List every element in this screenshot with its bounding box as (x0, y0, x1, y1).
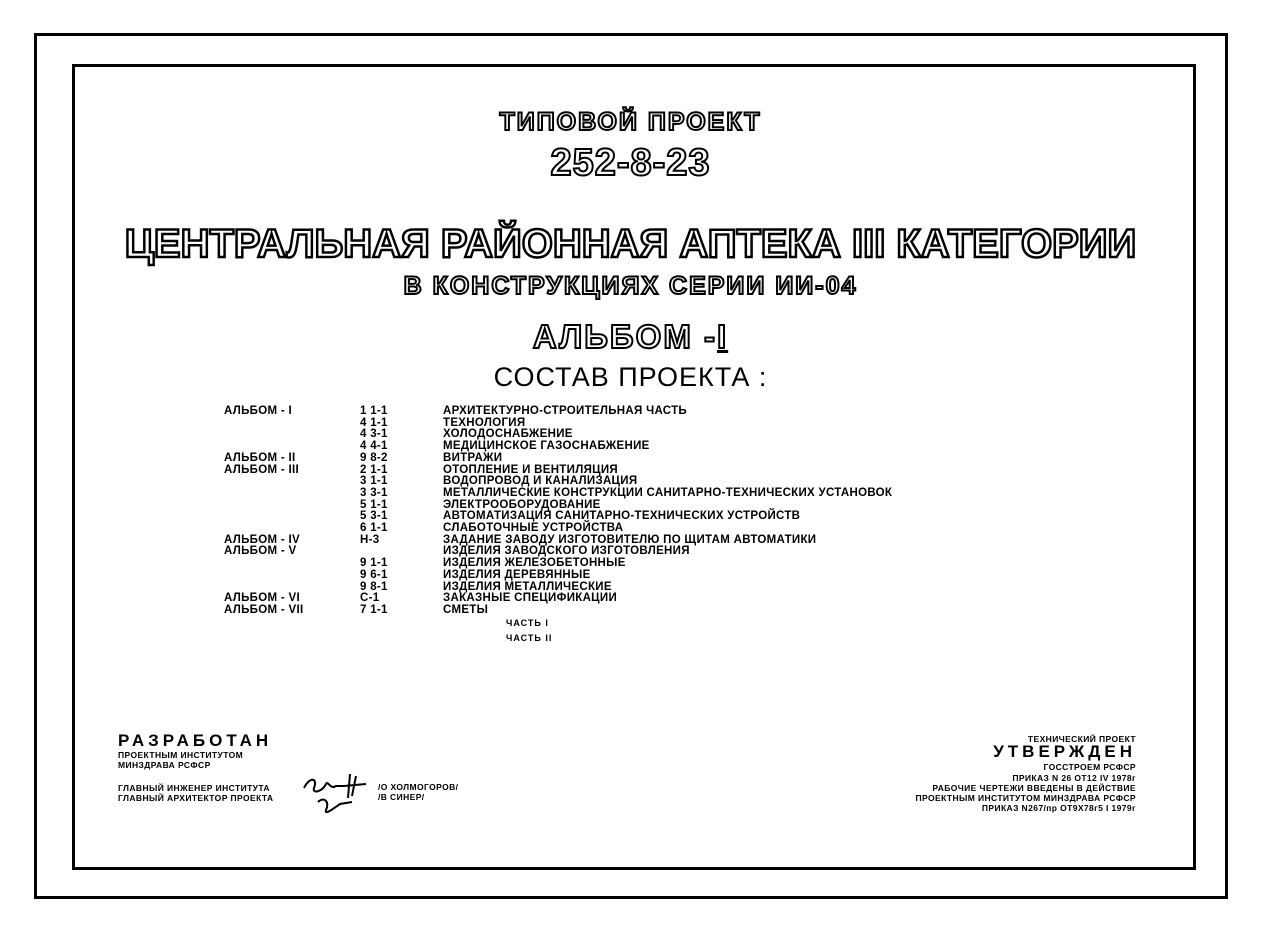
developer-line1: ПРОЕКТНЫМ ИНСТИТУТОМ (118, 750, 244, 760)
contents-album (224, 522, 334, 534)
contents-code: Н-3 (360, 533, 380, 546)
contents-album (224, 417, 334, 429)
contents-code: 9 8-1 (360, 580, 388, 593)
estimate-part-2: ЧАСТЬ II (506, 633, 553, 643)
chief-architect-name: /В СИНЕР/ (378, 792, 425, 802)
contents-album (224, 440, 334, 452)
approval-line2: ГОССТРОЕМ РСФСР (1043, 762, 1136, 772)
contents-album: АЛЬБОМ - VII (224, 603, 304, 616)
contents-title: ИЗДЕЛИЯ МЕТАЛЛИЧЕСКИЕ (443, 580, 612, 593)
contents-code: 9 6-1 (360, 568, 388, 581)
contents-code: 7 1-1 (360, 603, 388, 616)
approval-line5: ПРОЕКТНЫМ ИНСТИТУТОМ МИНЗДРАВА РСФСР (915, 793, 1136, 803)
approval-line6: ПРИКАЗ N267/пр ОТ9X78г5 I 1979г (981, 803, 1136, 813)
contents-album: АЛЬБОМ - II (224, 451, 296, 464)
approval-line3: ПРИКАЗ N 26 ОТ12 IV 1978г (1012, 773, 1136, 783)
approval-line1: ТЕХНИЧЕСКИЙ ПРОЕКТ (1027, 734, 1136, 744)
contents-album (224, 510, 334, 522)
approval-line4: РАБОЧИЕ ЧЕРТЕЖИ ВВЕДЕНЫ В ДЕЙСТВИЕ (932, 783, 1136, 793)
contents-title: ЭЛЕКТРООБОРУДОВАНИЕ (443, 498, 601, 511)
contents-title: ХОЛОДОСНАБЖЕНИЕ (443, 428, 573, 441)
contents-code: 4 1-1 (360, 416, 388, 429)
contents-title: ЗАКАЗНЫЕ СПЕЦИФИКАЦИИ (443, 592, 618, 605)
contents-title: ВИТРАЖИ (443, 451, 503, 464)
contents-album (224, 475, 334, 487)
contents-title: АВТОМАТИЗАЦИЯ САНИТАРНО-ТЕХНИЧЕСКИХ УСТРОЙСТВ (443, 510, 801, 523)
contents-title: АРХИТЕКТУРНО-СТРОИТЕЛЬНАЯ ЧАСТЬ (443, 405, 687, 417)
contents-album: АЛЬБОМ - I (224, 405, 292, 417)
contents-code: 3 3-1 (360, 486, 388, 499)
developer-line2: МИНЗДРАВА РСФСР (118, 760, 211, 770)
signature-image (300, 768, 382, 818)
chief-architect-role: ГЛАВНЫЙ АРХИТЕКТОР ПРОЕКТА (118, 793, 274, 803)
project-subtitle: В КОНСТРУКЦИЯХ СЕРИИ ИИ-04 (403, 272, 858, 300)
project-number: 252-8-23 (550, 142, 711, 184)
contents-code: 2 1-1 (360, 463, 388, 476)
contents-code: 9 8-2 (360, 451, 388, 464)
contents-album (224, 581, 334, 593)
approval-label: УТВЕРЖДЕН (993, 742, 1136, 761)
contents-code: 6 1-1 (360, 522, 388, 534)
contents-code: 4 3-1 (360, 428, 388, 441)
contents-title: ИЗДЕЛИЯ ЗАВОДСКОГО ИЗГОТОВЛЕНИЯ (443, 545, 690, 558)
contents-title: МЕДИЦИНСКОЕ ГАЗОСНАБЖЕНИЕ (443, 440, 650, 453)
contents-title: ТЕХНОЛОГИЯ (443, 416, 526, 429)
contents-title: ИЗДЕЛИЯ ДЕРЕВЯННЫЕ (443, 568, 591, 581)
album-title (0, 318, 1261, 356)
contents-album: АЛЬБОМ - IV (224, 533, 300, 546)
contents-title: ВОДОПРОВОД И КАНАЛИЗАЦИЯ (443, 475, 638, 488)
contents-title: ЗАДАНИЕ ЗАВОДУ ИЗГОТОВИТЕЛЮ ПО ЩИТАМ АВТОМАТИКИ (443, 533, 817, 546)
contents-album (224, 487, 334, 499)
chief-engineer-role: ГЛАВНЫЙ ИНЖЕНЕР ИНСТИТУТА (118, 783, 270, 793)
album-numeral: I (716, 318, 729, 355)
album-prefix: АЛЬБОМ - (532, 318, 717, 355)
project-title: ЦЕНТРАЛЬНАЯ РАЙОННАЯ АПТЕКА III КАТЕГОРИИ (124, 222, 1137, 266)
contents-code: С-1 (360, 592, 380, 605)
estimate-part-1: ЧАСТЬ I (506, 618, 549, 628)
contents-album (224, 428, 334, 440)
contents-album (224, 569, 334, 581)
contents-album (224, 499, 334, 511)
contents-title: МЕТАЛЛИЧЕСКИЕ КОНСТРУКЦИИ САНИТАРНО-ТЕХНИЧЕСКИХ УСТАНОВОК (443, 486, 893, 499)
contents-code: 4 4-1 (360, 440, 388, 453)
contents-title: ОТОПЛЕНИЕ И ВЕНТИЛЯЦИЯ (443, 463, 618, 476)
contents-album: АЛЬБОМ - III (224, 463, 299, 476)
contents-title: ИЗДЕЛИЯ ЖЕЛЕЗОБЕТОННЫЕ (443, 557, 626, 570)
contents-code: 3 1-1 (360, 475, 388, 488)
developer-label: РАЗРАБОТАН (118, 731, 273, 750)
contents-album: АЛЬБОМ - VI (224, 592, 300, 605)
contents-code: 1 1-1 (360, 405, 388, 417)
contents-title: СЛАБОТОЧНЫЕ УСТРОЙСТВА (443, 522, 624, 534)
chief-engineer-name: /О ХОЛМОГОРОВ/ (378, 782, 459, 792)
contents-code: 9 1-1 (360, 557, 388, 570)
project-heading: ТИПОВОЙ ПРОЕКТ (499, 108, 762, 136)
contents-code (360, 545, 440, 557)
contents-code: 5 3-1 (360, 510, 388, 523)
contents-code: 5 1-1 (360, 498, 388, 511)
contents-title: СМЕТЫ (443, 603, 489, 616)
composition-heading: СОСТАВ ПРОЕКТА : (493, 362, 768, 392)
contents-album (224, 557, 334, 569)
contents-album: АЛЬБОМ - V (224, 545, 297, 558)
